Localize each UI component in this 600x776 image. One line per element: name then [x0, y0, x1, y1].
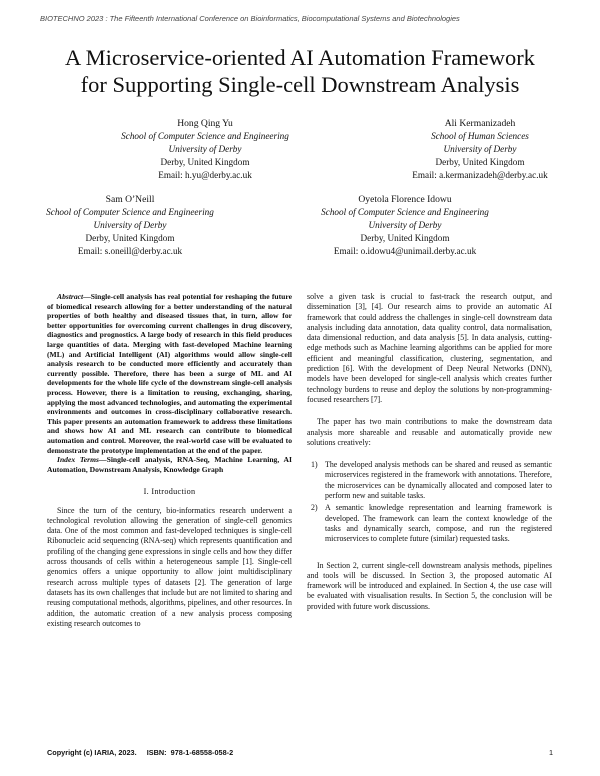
author-dept: School of Computer Science and Engineering: [321, 207, 489, 217]
author-email[interactable]: Email: a.kermanizadeh@derby.ac.uk: [412, 170, 548, 180]
index-terms-text: Single-cell analysis, RNA-Seq, Machine Learning, AI Automation, Downstream Analysis, Knowledge Graph: [47, 455, 292, 474]
list-item-number: 1): [311, 460, 318, 470]
author-dept: School of Computer Science and Engineering: [46, 207, 214, 217]
author-univ: University of Derby: [443, 144, 517, 154]
list-item: [307, 460, 552, 501]
author-univ: University of Derby: [368, 220, 442, 230]
author-location: Derby, United Kingdom: [160, 157, 250, 167]
author-name: Ali Kermanizadeh: [444, 118, 516, 129]
author-block-3: [20, 193, 240, 258]
intro-paragraph-1: Since the turn of the century, bio-informatics research underwent a technological revolution allowing the generation of single-cell genomics data. One of the most common and fast-developed techniques is single-cell Ribonucleic acid sequencing (RNA-seq) which represents quantification and profiling of the changing gene expressions in single cells and how they differ across thousands of cells within a heterogeneous sample [1]. Single-cell genomics offers a unique opportunity to allow joint multidisciplinary research across multiple types of datasets [2]. The generation of large datasets has its own challenges that include but are not limited to sharing and reusing computational methods, algorithms, pipelines, and other resources. In addition, the automatic creation of a new analysis process composing existing research outcomes to: [47, 505, 292, 628]
intro-paragraph-2: The paper has two main contributions to make the downstream data analysis more shareable and reusable and automatically provide new solutions creatively:: [307, 417, 552, 447]
conference-header: BIOTECHNO 2023 : The Fifteenth International Conference on Bioinformatics, Biocomputational Systems and Biotechnologies: [40, 14, 460, 23]
abstract: Abstract—Single-cell analysis has real potential for reshaping the future of biomedical research allowing for a better understanding of the natural properties of both healthy and diseased tissues that, in turn, allow for better opportunities for overcoming current challenges in drug discovery, diagnostics and prognostics. A large body of research in this field produces large quantities of data. Merging with fast-developed Machine learning (ML) and Artificial Intelligent (AI) algorithms would allow single-cell analysis research to be conducted more efficiently and accurately than currently possible. Therefore, there has been a surge of ML and AI developments for the whole life cycle of the downstream single-cell analysis process. However, there is a limitation to reusing, exchanging, sharing, applying the most advanced technologies, and automating the experimental environments and outcomes in cross-disciplinary collaborative research. This paper presents an automation framework to address these limitations and shows how AI and ML research can contribute to biomedical automation and control. Moreover, the real-world case will be evaluated to demonstrate the prototype implementation at the end of the paper.: [47, 292, 292, 455]
list-item-text: A semantic knowledge representation and learning framework is developed. The framework can learn the context knowledge of the tasks and dynamically search, compose, and run the registered microservices to complete future (similar) requested tasks.: [325, 503, 552, 544]
author-email[interactable]: Email: s.oneill@derby.ac.uk: [77, 246, 183, 256]
author-block-1: [95, 117, 315, 182]
list-item: [307, 503, 552, 544]
author-dept: School of Computer Science and Engineering: [121, 131, 289, 141]
title-line-2: for Supporting Single-cell Downstream Analysis: [80, 72, 520, 97]
author-dept: School of Human Sciences: [431, 131, 529, 141]
author-location: Derby, United Kingdom: [85, 233, 175, 243]
author-name: Sam O’Neill: [105, 194, 155, 205]
author-name: Oyetola Florence Idowu: [358, 194, 452, 205]
abstract-label: Abstract: [57, 292, 84, 301]
index-terms: Index Terms—Single-cell analysis, RNA-Seq, Machine Learning, AI Automation, Downstream Analysis, Knowledge Graph: [47, 455, 292, 474]
author-univ: University of Derby: [93, 220, 167, 230]
title-line-1: A Microservice-oriented AI Automation Framework: [65, 45, 535, 70]
paper-title: [20, 44, 580, 98]
abstract-text: Single-cell analysis has real potential for reshaping the future of biomedical research allowing for a better understanding of the natural properties of both healthy and diseased tissues that, in turn, allow for better opportunities for overcoming current challenges in drug discovery, diagnostics and prognostics. A large body of research in this field produces large quantities of data. Merging with fast-developed Machine learning (ML) and Artificial Intelligent (AI) algorithms would allow single-cell analysis research to be conducted more efficiently and accurately than currently possible. Therefore, there has been a surge of ML and AI developments for the whole life cycle of the downstream single-cell analysis process. However, there is a limitation to reusing, exchanging, sharing, applying the most advanced technologies, and automating the experimental environments and outcomes in cross-disciplinary collaborative research. This paper presents an automation framework to address these limitations and shows how AI and ML research can contribute to biomedical automation and control. Moreover, the real-world case will be evaluated to demonstrate the prototype implementation at the end of the paper.: [47, 292, 292, 455]
left-column: [47, 292, 292, 629]
footer-copyright: Copyright (c) IARIA, 2023. ISBN: 978-1-68558-058-2: [47, 748, 234, 757]
page-number: 1: [548, 748, 553, 757]
author-univ: University of Derby: [168, 144, 242, 154]
author-location: Derby, United Kingdom: [435, 157, 525, 167]
index-terms-label: Index Terms: [57, 455, 99, 465]
intro-paragraph-1-continued: solve a given task is crucial to fast-track the research output, and dissemination [3], [4]. Our research aims to provide an automatic AI framework that could address the challenges in single-cell downstream data analysis including data annotation, data quality control, data normalisation, data dimensional reduction, and data analysis [5]. In data analysis, cutting-edge methods such as Machine learning algorithms can be applied for more efficient and meaningful classification, clustering, segmentation, and prediction [6]. With the development of Deep Neural Networks (DNN), models have been developed for single-cell analysis which creates further technology burdens to reuse and deploy the solutions by non-programming-focused researchers [7].: [307, 292, 552, 404]
author-name: Hong Qing Yu: [177, 118, 233, 129]
intro-paragraph-3: In Section 2, current single-cell downstream analysis methods, pipelines and tools will be discussed. In Section 3, the proposed automatic AI framework will be introduced and explained. In Section 4, the use case will be evaluated with visualisation results. In Section 5, the conclusion will be provided with future work discussions.: [307, 560, 552, 611]
author-email[interactable]: Email: o.idowu4@unimail.derby.ac.uk: [333, 246, 477, 256]
section-heading-introduction: I. Introduction: [143, 487, 196, 497]
list-item-text: The developed analysis methods can be shared and reused as semantic microservices registered in the framework with annotations. Therefore, the microservices can be dynamically allocated and composed later to perform new and suitable tasks.: [325, 460, 552, 501]
list-item-number: 2): [311, 503, 318, 513]
author-block-4: [295, 193, 515, 258]
right-column: [307, 292, 552, 612]
author-location: Derby, United Kingdom: [360, 233, 450, 243]
author-email[interactable]: Email: h.yu@derby.ac.uk: [158, 170, 252, 180]
author-block-2: [380, 117, 580, 182]
contribution-list: [307, 460, 552, 544]
